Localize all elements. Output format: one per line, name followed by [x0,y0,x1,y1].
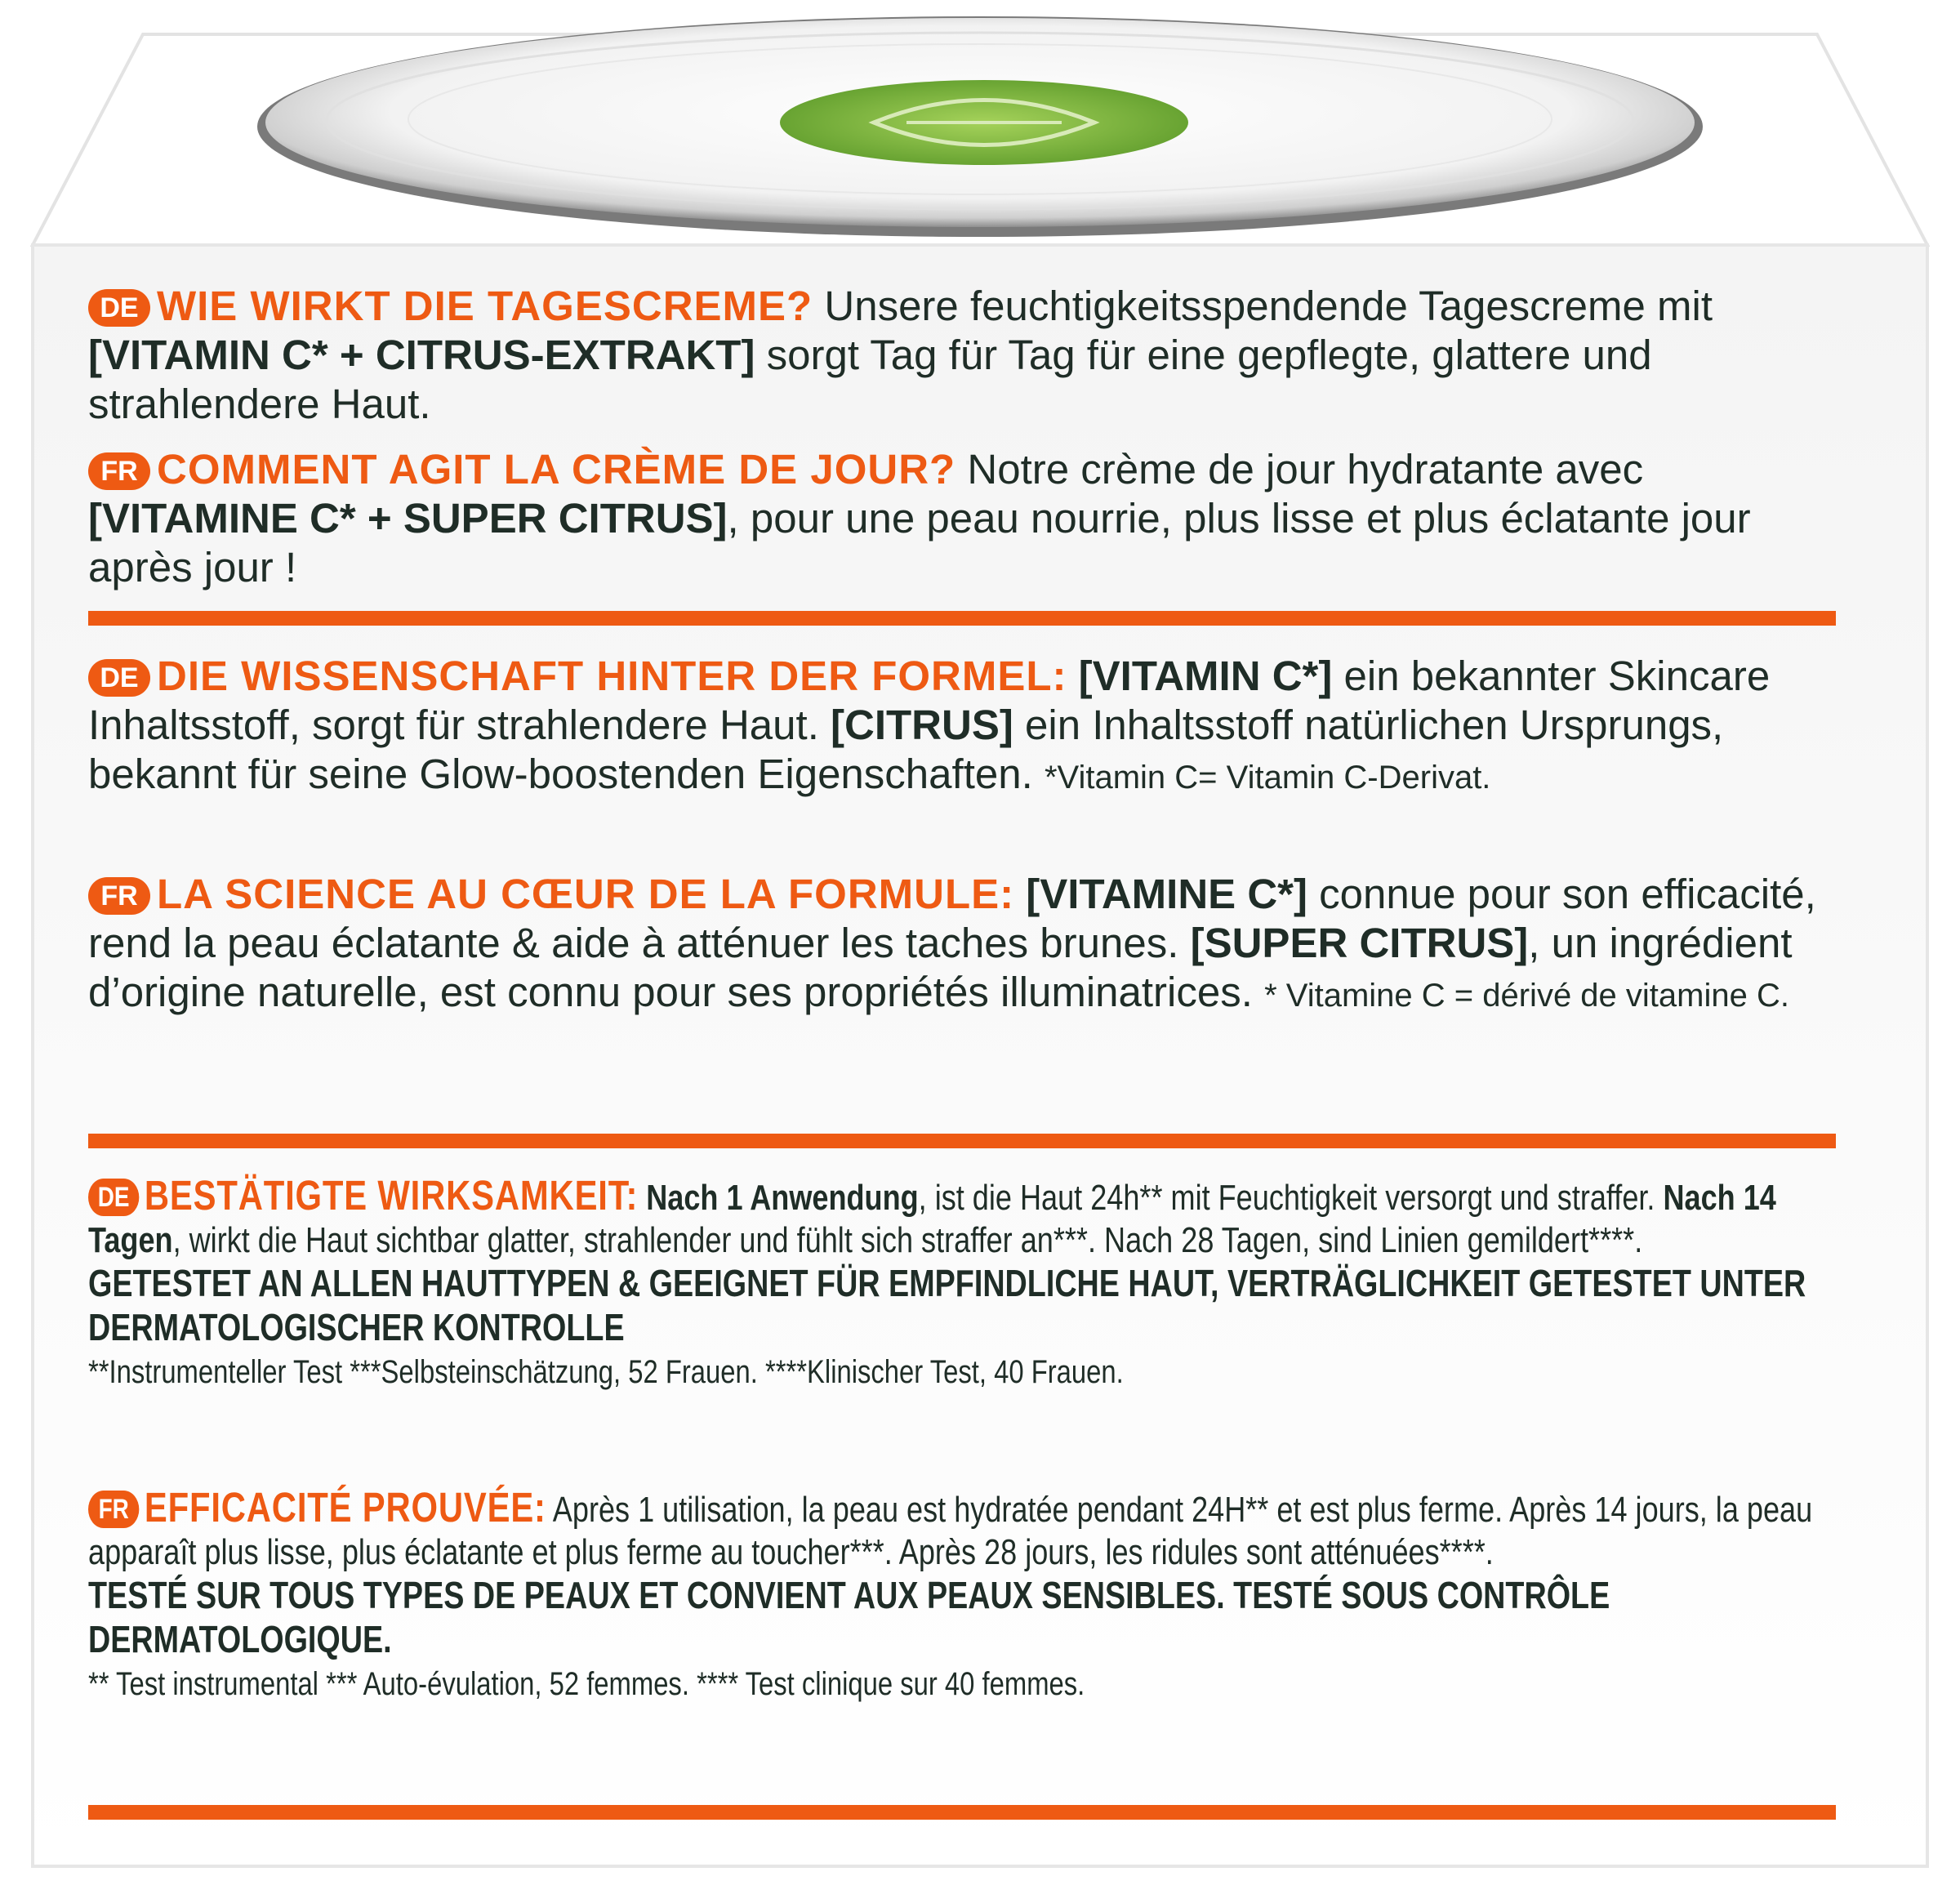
body-text: , pour une peau nourrie, plus lisse et plus éclatante jour après jour ! [88,495,1751,590]
orange-divider [88,1805,1836,1820]
body-text: Après 1 utilisation, la peau est hydratée pendant 24H** et est plus ferme. Après 14 jours, la peau apparaît plus lisse, plus éclatante et plus ferme au toucher***. Après 28 jours, les ridules sont atténuées****. [88,1490,1813,1572]
ingredient-highlight: [VITAMINE C*] [1014,871,1308,917]
body-text: Unsere feuchtigkeitsspendende Tagescreme mit [813,283,1713,329]
section-how-it-works-de [88,282,1844,429]
footnote: * Vitamine C = dérivé de vitamine C. [1264,978,1789,1014]
section-efficacy-fr [88,1486,1842,1705]
result-highlight: Nach 14 Tagen [88,1178,1776,1260]
tested-claim: GETESTET AN ALLEN HAUTTYPEN & GEEIGNET FÜR EMPFINDLICHE HAUT, VERTRÄGLICHKEIT GETESTET UNTER DERMATOLOGISCHER KONTROLLE [88,1262,1806,1348]
heading: DIE WISSENSCHAFT HINTER DER FORMEL: [157,653,1067,699]
ingredient-highlight: [CITRUS] [831,702,1013,748]
heading: BESTÄTIGTE WIRKSAMKEIT: [144,1172,639,1219]
lang-badge-fr: FR [88,877,150,915]
leaf-logo-icon [780,80,1188,165]
section-science-fr [88,870,1844,1020]
body-text: ein bekannter Skincare Inhaltsstoff, sorgt für strahlendere Haut. [88,653,1771,748]
orange-divider [88,1134,1836,1148]
body-text: sorgt Tag für Tag für eine gepflegte, glattere und strahlendere Haut. [88,332,1652,427]
result-highlight: Nach 1 Anwendung [638,1178,919,1218]
heading: COMMENT AGIT LA CRÈME DE JOUR? [157,446,956,492]
body-text: Notre crème de jour hydratante avec [956,446,1644,492]
lang-badge-fr: FR [88,1491,139,1528]
heading: WIE WIRKT DIE TAGESCREME? [157,283,813,329]
footnote: **Instrumenteller Test ***Selbsteinschätzung, 52 Frauen. ****Klinischer Test, 40 Frauen. [88,1354,1124,1390]
section-efficacy-de [88,1174,1842,1393]
footnote: *Vitamin C= Vitamin C-Derivat. [1044,760,1491,795]
section-science-de [88,652,1844,802]
body-text: , un ingrédient d’origine naturelle, est connu pour ses propriétés illuminatrices. [88,920,1793,1015]
ingredient-highlight: [VITAMINE C* + SUPER CITRUS] [88,495,728,541]
tested-claim: TESTÉ SUR TOUS TYPES DE PEAUX ET CONVIENT AUX PEAUX SENSIBLES. TESTÉ SOUS CONTRÔLE DERMATOLOGIQUE. [88,1574,1610,1660]
body-text: , ist die Haut 24h** mit Feuchtigkeit versorgt und straffer. [918,1178,1664,1218]
footnote: ** Test instrumental *** Auto-évulation, 52 femmes. **** Test clinique sur 40 femmes. [88,1666,1085,1702]
heading: LA SCIENCE AU CŒUR DE LA FORMULE: [157,871,1015,917]
ingredient-highlight: [VITAMIN C*] [1067,653,1333,699]
lang-badge-de: DE [88,1179,139,1216]
body-text: ein Inhaltsstoff natürlichen Ursprungs, bekannt für seine Glow-boostenden Eigenschaften. [88,702,1724,797]
lang-badge-de: DE [88,659,150,697]
body-text: connue pour son efficacité, rend la peau éclatante & aide à atténuer les taches brunes. [88,871,1816,966]
orange-divider [88,611,1836,626]
heading: EFFICACITÉ PROUVÉE: [144,1484,546,1531]
lang-badge-de: DE [88,289,150,327]
section-how-it-works-fr [88,445,1844,592]
ingredient-highlight: [VITAMIN C* + CITRUS-EXTRAKT] [88,332,755,378]
ingredient-highlight: [SUPER CITRUS] [1190,920,1529,966]
lang-badge-fr: FR [88,452,150,490]
body-text: , wirkt die Haut sichtbar glatter, strahlender und fühlt sich straffer an***. Nach 28 Tagen, sind Linien gemildert****. [172,1220,1643,1260]
